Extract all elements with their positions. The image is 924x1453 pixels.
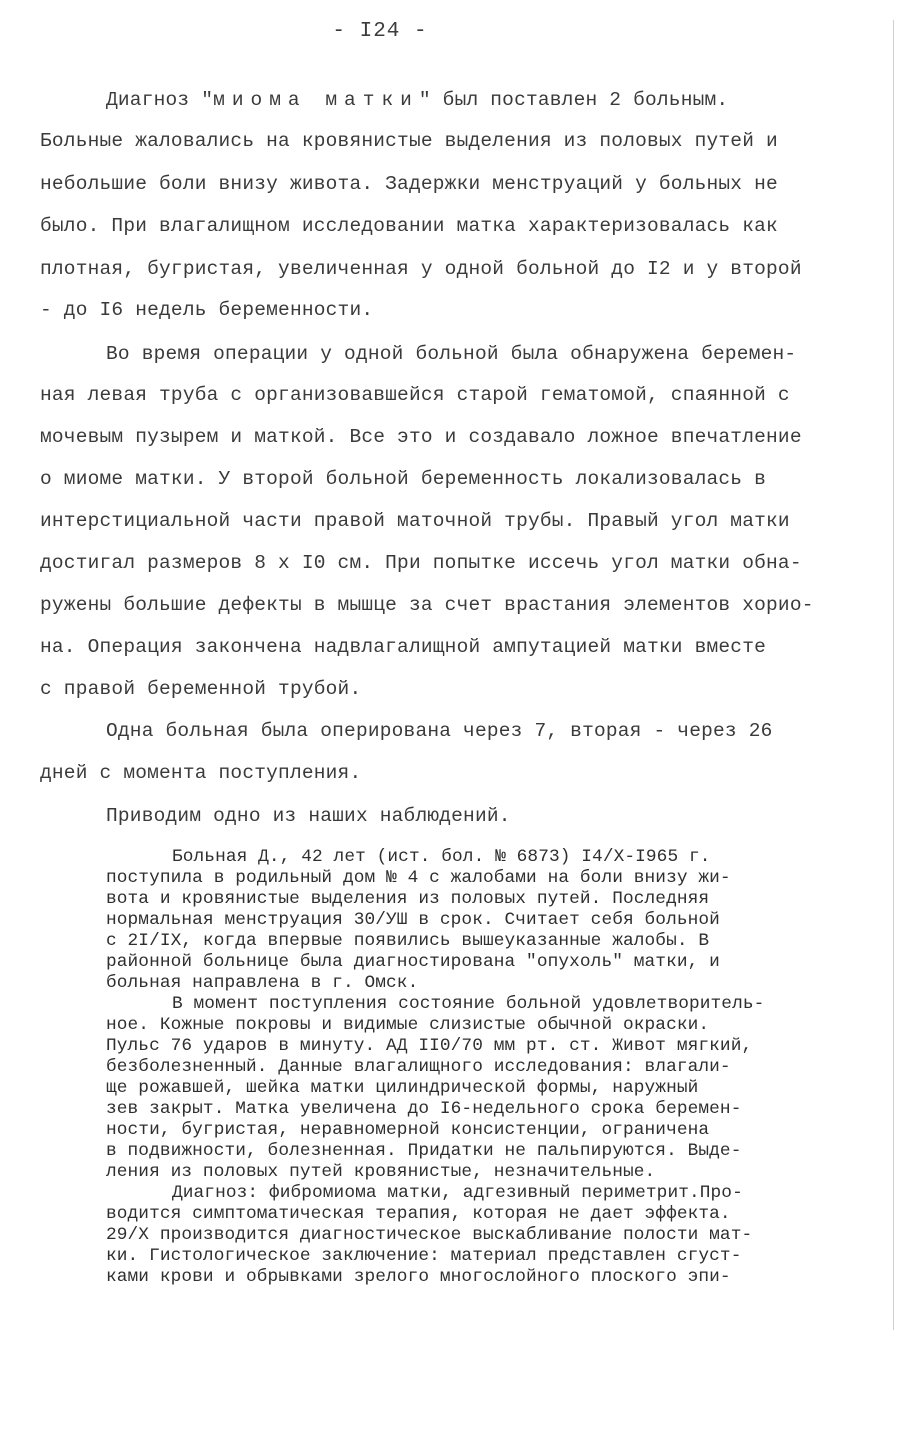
case-line-11: безболезненный. Данные влагалищного исследования: влагали- xyxy=(106,1057,731,1077)
paragraph-2-line-5: интерстициальной части правой маточной трубы. Правый угол матки xyxy=(40,510,790,532)
case-line-2: поступила в родильный дом № 4 с жалобами на боли внизу жи- xyxy=(106,868,731,888)
case-line-4: нормальная менструация 30/УШ в срок. Считает себя больной xyxy=(106,910,720,930)
paragraph-2-line-1: Во время операции у одной больной была обнаружена беремен- xyxy=(106,343,797,365)
paragraph-2-line-7: ружены большие дефекты в мышце за счет врастания элементов хорио- xyxy=(40,594,814,616)
case-line-3: вота и кровянистые выделения из половых путей. Последняя xyxy=(106,889,710,909)
page-number: - I24 - xyxy=(332,20,428,43)
case-line-20: ки. Гистологическое заключение: материал представлен сгуст- xyxy=(106,1246,742,1266)
paragraph-1-line-1: Диагноз "миома матки" был поставлен 2 больным. xyxy=(106,89,729,111)
case-line-8: В момент поступления состояние больной удовлетворитель- xyxy=(172,994,765,1014)
page-edge-line xyxy=(893,20,894,1330)
case-line-14: ности, бугристая, неравномерной консистенции, ограничена xyxy=(106,1120,710,1140)
paragraph-4-line-1: Приводим одно из наших наблюдений. xyxy=(106,805,511,827)
case-line-19: 29/X производится диагностическое выскабливание полости мат- xyxy=(106,1225,753,1245)
case-line-13: зев закрыт. Матка увеличена до I6-недельного срока беремен- xyxy=(106,1099,742,1119)
case-line-6: районной больнице была диагностирована "опухоль" матки, и xyxy=(106,952,720,972)
paragraph-1-line-3: небольшие боли внизу живота. Задержки менструаций у больных не xyxy=(40,173,778,195)
paragraph-2-line-2: ная левая труба с организовавшейся старой гематомой, спаянной с xyxy=(40,384,790,406)
case-line-5: с 2I/IX, когда впервые появились вышеуказанные жалобы. В xyxy=(106,931,710,951)
paragraph-3-line-1: Одна больная была оперирована через 7, вторая - через 26 xyxy=(106,720,773,742)
paragraph-2-line-6: достигал размеров 8 х I0 см. При попытке иссечь угол матки обна- xyxy=(40,552,802,574)
case-line-9: ное. Кожные покровы и видимые слизистые обычной окраски. xyxy=(106,1015,710,1035)
case-line-18: водится симптоматическая терапия, которая не дает эффекта. xyxy=(106,1204,731,1224)
paragraph-2-line-8: на. Операция закончена надвлагалищной ампутацией матки вместе xyxy=(40,636,767,658)
case-line-10: Пульс 76 ударов в минуту. АД II0/70 мм рт. ст. Живот мягкий, xyxy=(106,1036,753,1056)
case-line-17: Диагноз: фибромиома матки, адгезивный периметрит.Про- xyxy=(172,1183,743,1203)
paragraph-2-line-4: о миоме матки. У второй больной беременность локализовалась в xyxy=(40,468,767,490)
case-line-7: больная направлена в г. Омск. xyxy=(106,973,419,993)
paragraph-2-line-3: мочевым пузырем и маткой. Все это и создавало ложное впечатление xyxy=(40,426,802,448)
paragraph-1-line-4: было. При влагалищном исследовании матка характеризовалась как xyxy=(40,215,778,237)
emphasized-diagnosis: миома матки xyxy=(213,89,419,111)
case-line-1: Больная Д., 42 лет (ист. бол. № 6873) I4/X-I965 г. xyxy=(172,847,711,867)
paragraph-1-line-5: плотная, бугристая, увеличенная у одной больной до I2 и у второй xyxy=(40,258,802,280)
case-line-16: ления из половых путей кровянистые, незначительные. xyxy=(106,1162,656,1182)
paragraph-1-line-6: - до I6 недель беременности. xyxy=(40,299,374,321)
paragraph-2-line-9: с правой беременной трубой. xyxy=(40,678,362,700)
case-line-12: ще рожавшей, шейка матки цилиндрической формы, наружный xyxy=(106,1078,699,1098)
case-line-15: в подвижности, болезненная. Придатки не пальпируются. Выде- xyxy=(106,1141,742,1161)
case-line-21: ками крови и обрывками зрелого многослойного плоского эпи- xyxy=(106,1267,731,1287)
paragraph-3-line-2: дней с момента поступления. xyxy=(40,762,362,784)
paragraph-1-line-2: Больные жаловались на кровянистые выделения из половых путей и xyxy=(40,130,778,152)
